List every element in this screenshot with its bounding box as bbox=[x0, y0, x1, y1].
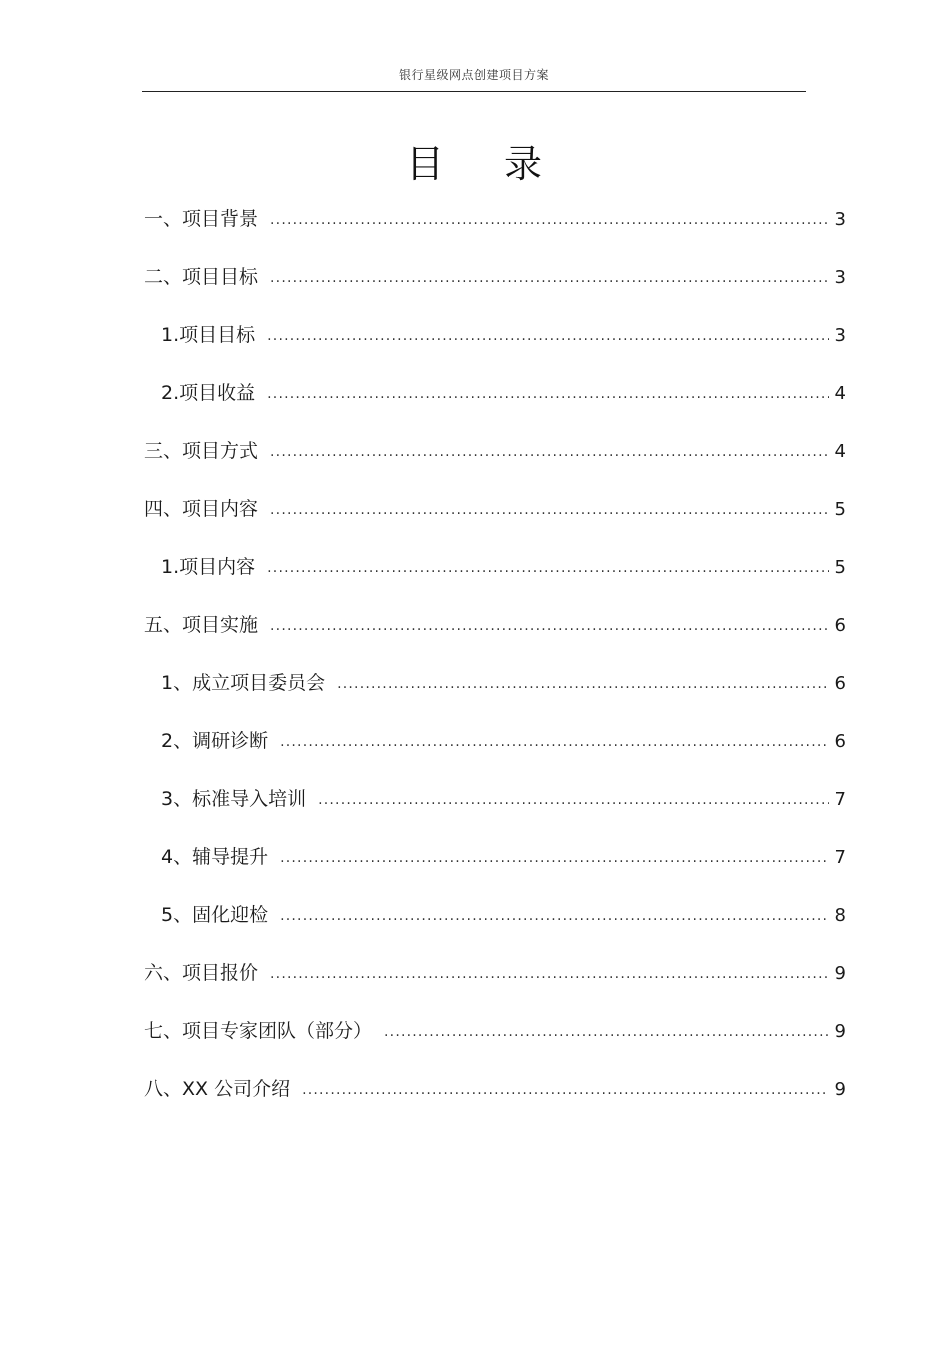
toc-dot-leader bbox=[270, 439, 829, 465]
toc-entry-page: 6 bbox=[834, 615, 846, 636]
toc-dot-leader bbox=[267, 323, 828, 349]
toc-dot-leader bbox=[267, 555, 828, 581]
toc-entry-page: 5 bbox=[834, 557, 846, 578]
toc-dot-leader bbox=[280, 903, 828, 929]
toc-entry[interactable] bbox=[161, 902, 846, 928]
toc-dot-leader bbox=[302, 1077, 828, 1103]
toc-dot-leader bbox=[270, 265, 829, 291]
toc-entry-page: 4 bbox=[834, 441, 846, 462]
toc-entry[interactable] bbox=[144, 496, 846, 522]
toc-entry[interactable] bbox=[161, 322, 846, 348]
toc-entry-label: 三、项目方式 bbox=[144, 440, 259, 462]
toc-entry[interactable] bbox=[161, 844, 846, 870]
toc-dot-leader bbox=[280, 845, 828, 871]
toc-dot-leader bbox=[270, 961, 829, 987]
toc-entry-page: 6 bbox=[834, 673, 846, 694]
toc-entry[interactable] bbox=[161, 786, 846, 812]
toc-entry-page: 3 bbox=[834, 267, 846, 288]
toc-entry-page: 6 bbox=[834, 731, 846, 752]
toc-entry-page: 9 bbox=[834, 1079, 846, 1100]
toc-dot-leader bbox=[270, 497, 829, 523]
toc-entry[interactable] bbox=[161, 670, 846, 696]
toc-entry-page: 7 bbox=[834, 847, 846, 868]
toc-entry-label: 二、项目目标 bbox=[144, 266, 259, 288]
toc-entry-label: 1.项目内容 bbox=[161, 556, 256, 578]
toc-entry-page: 3 bbox=[834, 209, 846, 230]
toc-entry[interactable] bbox=[161, 380, 846, 406]
toc-entry[interactable] bbox=[161, 554, 846, 580]
toc-entry-label: 四、项目内容 bbox=[144, 498, 259, 520]
toc-dot-leader bbox=[280, 729, 828, 755]
toc-dot-leader bbox=[270, 207, 829, 233]
toc-entry[interactable] bbox=[144, 612, 846, 638]
toc-entry-label: 1、成立项目委员会 bbox=[161, 672, 326, 694]
toc-entry-label: 2.项目收益 bbox=[161, 382, 256, 404]
toc-entry[interactable] bbox=[144, 1018, 846, 1044]
toc-entry-label: 1.项目目标 bbox=[161, 324, 256, 346]
toc-dot-leader bbox=[337, 671, 828, 697]
toc-entry-label: 2、调研诊断 bbox=[161, 730, 269, 752]
toc-entry-label: 3、标准导入培训 bbox=[161, 788, 307, 810]
toc-dot-leader bbox=[267, 381, 828, 407]
toc-entry-page: 7 bbox=[834, 789, 846, 810]
page-header: 银行星级网点创建项目方案 bbox=[398, 68, 549, 82]
toc-dot-leader bbox=[318, 787, 828, 813]
toc-entry[interactable] bbox=[144, 960, 846, 986]
toc-dot-leader bbox=[384, 1019, 829, 1045]
toc-entry-label: 4、辅导提升 bbox=[161, 846, 269, 868]
toc-entry[interactable] bbox=[144, 438, 846, 464]
toc-entry-label: 八、XX 公司介绍 bbox=[144, 1078, 291, 1100]
toc-entry-page: 9 bbox=[834, 963, 846, 984]
toc-entry-label: 六、项目报价 bbox=[144, 962, 259, 984]
toc-entry[interactable] bbox=[144, 206, 846, 232]
toc-entry[interactable] bbox=[144, 1076, 846, 1102]
toc-entry-page: 5 bbox=[834, 499, 846, 520]
toc-entry-label: 5、固化迎检 bbox=[161, 904, 269, 926]
toc-entry-page: 3 bbox=[834, 325, 846, 346]
toc-entry-label: 一、项目背景 bbox=[144, 208, 259, 230]
toc-entry[interactable] bbox=[161, 728, 846, 754]
toc-entry-page: 8 bbox=[834, 905, 846, 926]
toc-entry-page: 9 bbox=[834, 1021, 846, 1042]
toc-entry-label: 七、项目专家团队（部分） bbox=[144, 1020, 373, 1042]
toc-entry[interactable] bbox=[144, 264, 846, 290]
toc-entry-label: 五、项目实施 bbox=[144, 614, 259, 636]
toc-title: 目 录 bbox=[405, 142, 567, 186]
toc-entry-page: 4 bbox=[834, 383, 846, 404]
toc-dot-leader bbox=[270, 613, 829, 639]
